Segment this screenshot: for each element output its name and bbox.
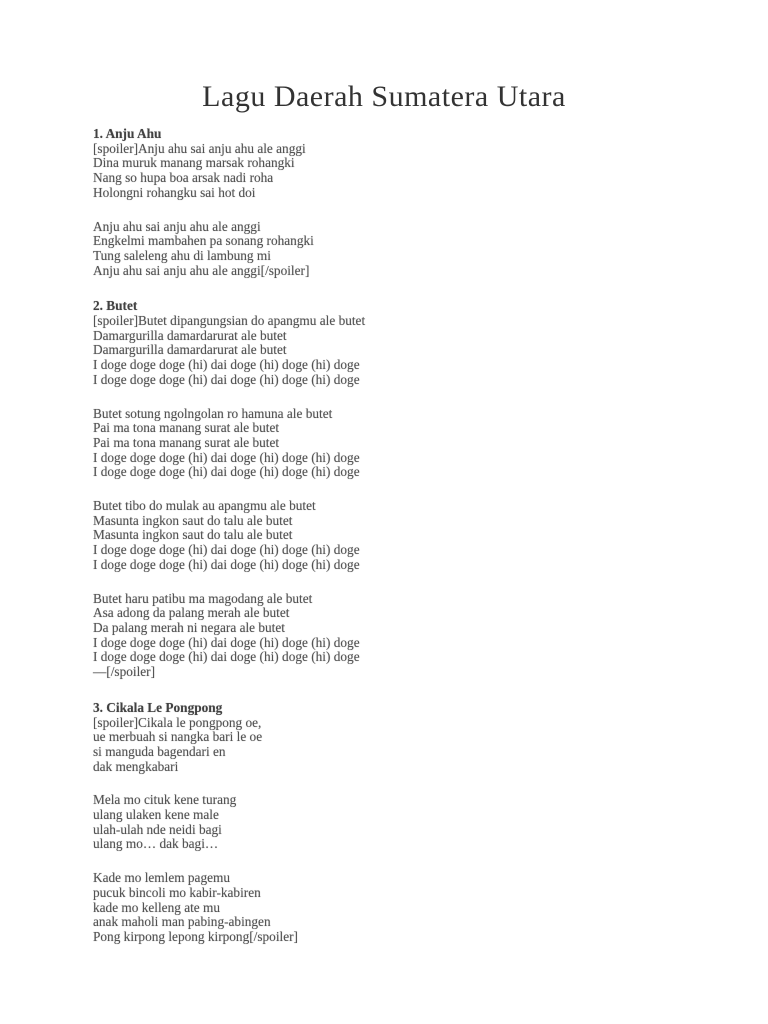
song-section: [93, 299, 688, 679]
lyric-line: ulah-ulah nde neidi bagi: [93, 821, 222, 837]
lyric-line: Masunta ingkon saut do talu ale butet: [93, 512, 293, 528]
lyric-line: Holongni rohangku sai hot doi: [93, 184, 256, 200]
song-section: [93, 127, 688, 278]
stanza: [93, 407, 688, 481]
lyric-line: —[/spoiler]: [93, 664, 156, 680]
lyric-line: Engkelmi mambahen pa sonang rohangki: [93, 233, 314, 249]
song-list: [93, 127, 688, 945]
song-heading: 3. Cikala Le Pongpong: [93, 699, 223, 715]
lyric-line: Pong kirpong lepong kirpong[/spoiler]: [93, 928, 298, 944]
stanza: [93, 314, 688, 388]
lyric-line: pucuk bincoli mo kabir-kabiren: [93, 884, 261, 900]
lyric-line: Asa adong da palang merah ale butet: [93, 605, 290, 621]
page-title: Lagu Daerah Sumatera Utara: [202, 80, 566, 113]
stanza: [93, 499, 688, 573]
lyric-line: si manguda bagendari en: [93, 743, 226, 759]
lyric-line: dak mengkabari: [93, 758, 179, 774]
lyric-line: Dina muruk manang marsak rohangki: [93, 155, 295, 171]
lyric-line: Pai ma tona manang surat ale butet: [93, 420, 280, 436]
lyric-line: Damargurilla damardarurat ale butet: [93, 327, 287, 343]
lyric-line: [spoiler]Cikala le pongpong oe,: [93, 714, 262, 730]
lyric-line: I doge doge doge (hi) dai doge (hi) doge (hi) doge: [93, 556, 360, 572]
song-heading: 1. Anju Ahu: [93, 126, 162, 141]
lyric-line: Masunta ingkon saut do talu ale butet: [93, 527, 293, 543]
lyric-line: ulang mo… dak bagi…: [93, 836, 219, 852]
lyric-line: [spoiler]Anju ahu sai anju ahu ale anggi: [93, 140, 306, 156]
lyric-line: I doge doge doge (hi) dai doge (hi) doge (hi) doge: [93, 371, 360, 387]
lyric-line: I doge doge doge (hi) dai doge (hi) doge (hi) doge: [93, 634, 360, 650]
lyric-line: Mela mo cituk kene turang: [93, 792, 237, 808]
song-section: [93, 701, 688, 945]
lyric-line: anak maholi man pabing-abingen: [93, 914, 271, 930]
lyric-line: I doge doge doge (hi) dai doge (hi) doge (hi) doge: [93, 357, 360, 373]
stanza: [93, 871, 688, 945]
lyric-line: I doge doge doge (hi) dai doge (hi) doge (hi) doge: [93, 464, 360, 480]
lyric-line: I doge doge doge (hi) dai doge (hi) doge (hi) doge: [93, 649, 360, 665]
stanza: [93, 220, 688, 279]
lyric-line: Nang so hupa boa arsak nadi roha: [93, 170, 274, 186]
lyric-line: ulang ulaken kene male: [93, 807, 219, 823]
lyric-line: Butet tibo do mulak au apangmu ale butet: [93, 498, 316, 514]
lyric-line: Anju ahu sai anju ahu ale anggi: [93, 218, 261, 234]
lyric-line: ue merbuah si nangka bari le oe: [93, 729, 263, 745]
lyric-line: [spoiler]Butet dipangungsian do apangmu ale butet: [93, 313, 366, 329]
lyric-line: Damargurilla damardarurat ale butet: [93, 342, 287, 358]
stanza: [93, 142, 688, 201]
lyric-line: Butet haru patibu ma magodang ale butet: [93, 590, 313, 606]
lyric-line: Anju ahu sai anju ahu ale anggi[/spoiler]: [93, 262, 310, 278]
lyric-line: Kade mo lemlem pagemu: [93, 870, 230, 886]
stanza: [93, 716, 688, 775]
lyric-line: Pai ma tona manang surat ale butet: [93, 434, 280, 450]
lyric-line: Tung saleleng ahu di lambung mi: [93, 247, 271, 263]
song-heading: 2. Butet: [93, 298, 138, 314]
lyric-line: kade mo kelleng ate mu: [93, 899, 221, 915]
lyric-line: Butet sotung ngolngolan ro hamuna ale butet: [93, 405, 333, 421]
stanza: [93, 592, 688, 680]
stanza: [93, 793, 688, 852]
lyric-line: Da palang merah ni negara ale butet: [93, 619, 285, 635]
lyric-line: I doge doge doge (hi) dai doge (hi) doge (hi) doge: [93, 542, 360, 558]
lyric-line: I doge doge doge (hi) dai doge (hi) doge (hi) doge: [93, 449, 360, 465]
